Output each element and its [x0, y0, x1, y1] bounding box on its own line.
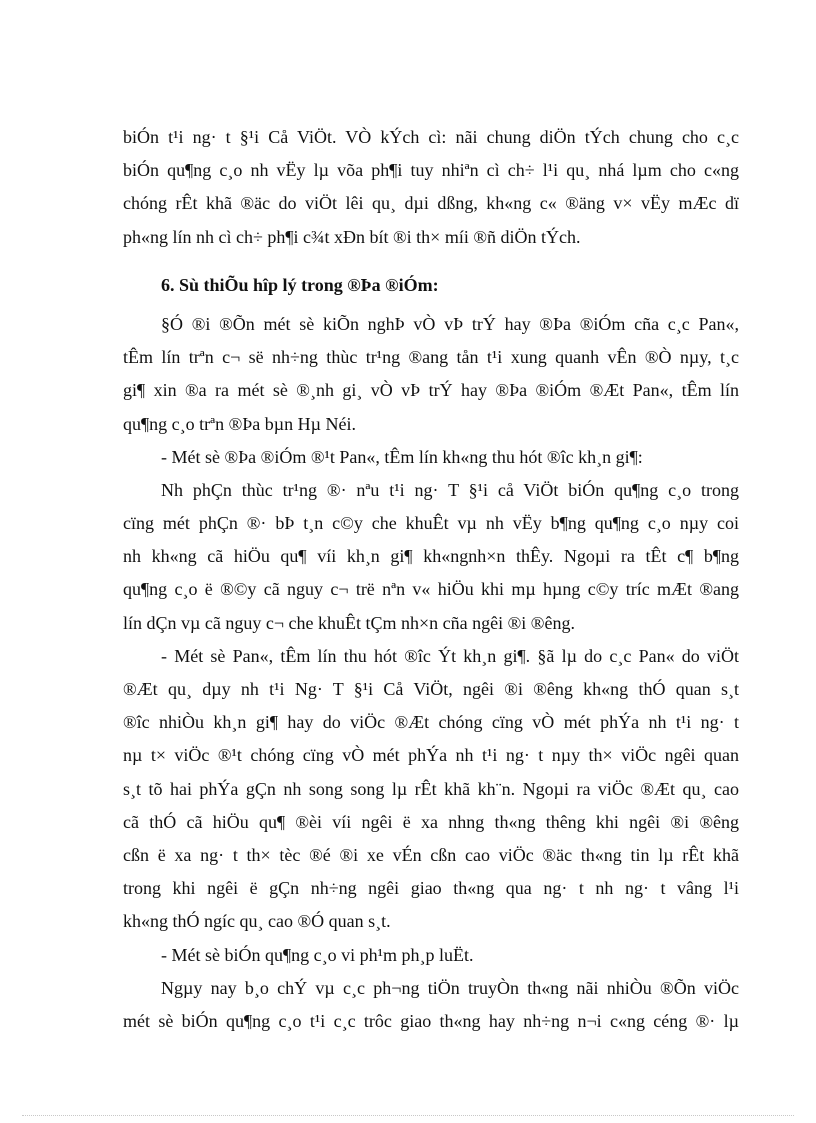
paragraph — [123, 474, 739, 640]
paragraph-continued — [123, 121, 739, 254]
text-line: nh kh«ng cã hiÖu qu¶ víi kh¸n gi¶ kh«ngnh×n thÊy. Ngoµi ra tÊt c¶ b¶ng — [123, 546, 739, 567]
bullet-paragraph — [123, 640, 739, 939]
text-line: mét sè biÓn qu¶ng c¸o t¹i c¸c trôc giao th«ng hay nh÷ng n¬i c«ng céng ®· lµ — [123, 1010, 739, 1031]
text-line: - Mét sè Pan«, tÊm lín thu hót ®îc Ýt kh¸n gi¶. §ã lµ do c¸c Pan« do viÖt — [161, 645, 739, 666]
text-line: qu¶ng c¸o ë ®©y cã nguy c¬ trë nªn v« hiÖu khi mµ hµng c©y tríc mÆt ®ang — [123, 579, 739, 600]
text-line: - Mét sè ®Þa ®iÓm ®¹t Pan«, tÊm lín kh«ng thu hót ®îc kh¸n gi¶: — [161, 446, 643, 467]
text-line: tÊm lín trªn c¬ së nh÷ng thùc tr¹ng ®ang tån t¹i xung quanh vÊn ®Ò nµy, t¸c — [123, 347, 739, 368]
text-line: trong khi ngêi ë gÇn nh÷ng ngêi giao th«ng qua ng· t nh ng· t vâng l¹i — [123, 878, 739, 899]
text-line: nµ t× viÖc ®¹t chóng cïng vÒ mét phÝa nh t¹i ng· t nµy th× viÖc ngêi quan — [123, 745, 739, 766]
text-line: ®îc nhiÒu kh¸n gi¶ hay do viÖc ®Æt chóng cïng vÒ mét phÝa nh t¹i ng· t — [123, 712, 739, 733]
text-line: Ngµy nay b¸o chÝ vµ c¸c ph¬ng tiÖn truyÒn th«ng nãi nhiÒu ®Õn viÖc — [161, 977, 739, 998]
text-line: ®Æt qu¸ dµy nh t¹i Ng· T §¹i Cå ViÖt, ngêi ®i ®êng kh«ng thÓ quan s¸t — [123, 679, 739, 699]
paragraph — [123, 308, 739, 441]
text-line: - Mét sè biÓn qu¶ng c¸o vi ph¹m ph¸p luËt. — [161, 944, 474, 965]
text-line: biÓn t¹i ng· t §¹i Cå ViÖt. VÒ kÝch cì: nãi chung diÖn tÝch chung cho c¸c — [123, 127, 739, 147]
text-line: qu¶ng c¸o trªn ®Þa bµn Hµ Néi. — [123, 413, 357, 434]
text-line: s¸t tõ hai phÝa gÇn nh song song lµ rÊt khã kh¨n. Ngoµi ra viÖc ®Æt qu¸ cao — [123, 778, 739, 799]
paragraph — [123, 972, 739, 1038]
text-line: biÓn qu¶ng c¸o nh vËy lµ võa ph¶i tuy nhiªn cì ch÷ l¹i qu¸ nhá lµm cho c«ng — [123, 160, 739, 181]
text-line: chóng rÊt khã ®äc do viÖt lêi qu¸ dµi dßng, kh«ng c« ®äng v× vËy mÆc dï — [123, 193, 739, 214]
bullet-paragraph — [123, 939, 739, 972]
section-heading: 6. Sù thiÕu hîp lý trong ®Þa ®iÓm: — [161, 274, 439, 295]
text-line: Nh phÇn thùc tr¹ng ®· nªu t¹i ng· T §¹i cå ViÖt biÓn qu¶ng c¸o trong — [161, 479, 739, 500]
text-line: cïng mét phÇn ®· bÞ t¸n c©y che khuÊt vµ nh vËy b¶ng qu¶ng c¸o nµy coi — [123, 513, 739, 534]
text-line: lín dÇn vµ cã nguy c¬ che khuÊt tÇm nh×n cña ngêi ®i ®êng. — [123, 612, 575, 633]
text-line: gi¶ xin ®a ra mét sè ®¸nh gi¸ vÒ vÞ trÝ hay ®Þa ®iÓm ®Æt Pan«, tÊm lín — [123, 380, 739, 401]
bullet-paragraph — [123, 441, 739, 474]
text-line: ph«ng lín nh cì ch÷ ph¶i c¾t xÐn bít ®i th× míi ®ñ diÖn tÝch. — [123, 226, 581, 247]
text-line: cßn ë xa ng· t th× tèc ®é ®i xe vÉn cßn cao viÖc ®äc th«ng tin lµ rÊt khã — [123, 844, 739, 865]
text-line: cã thÓ cã hiÖu qu¶ ®èi víi ngêi ë xa nhng th«ng thêng khi ngêi ®i ®êng — [123, 811, 739, 832]
page-bottom-rule — [22, 1115, 794, 1116]
document-body — [123, 121, 739, 1038]
text-line: §Ó ®i ®Õn mét sè kiÕn nghÞ vÒ vÞ trÝ hay ®Þa ®iÓm cña c¸c Pan«, — [161, 313, 739, 334]
text-line: kh«ng thÓ ngíc qu¸ cao ®Ó quan s¸t. — [123, 911, 391, 932]
